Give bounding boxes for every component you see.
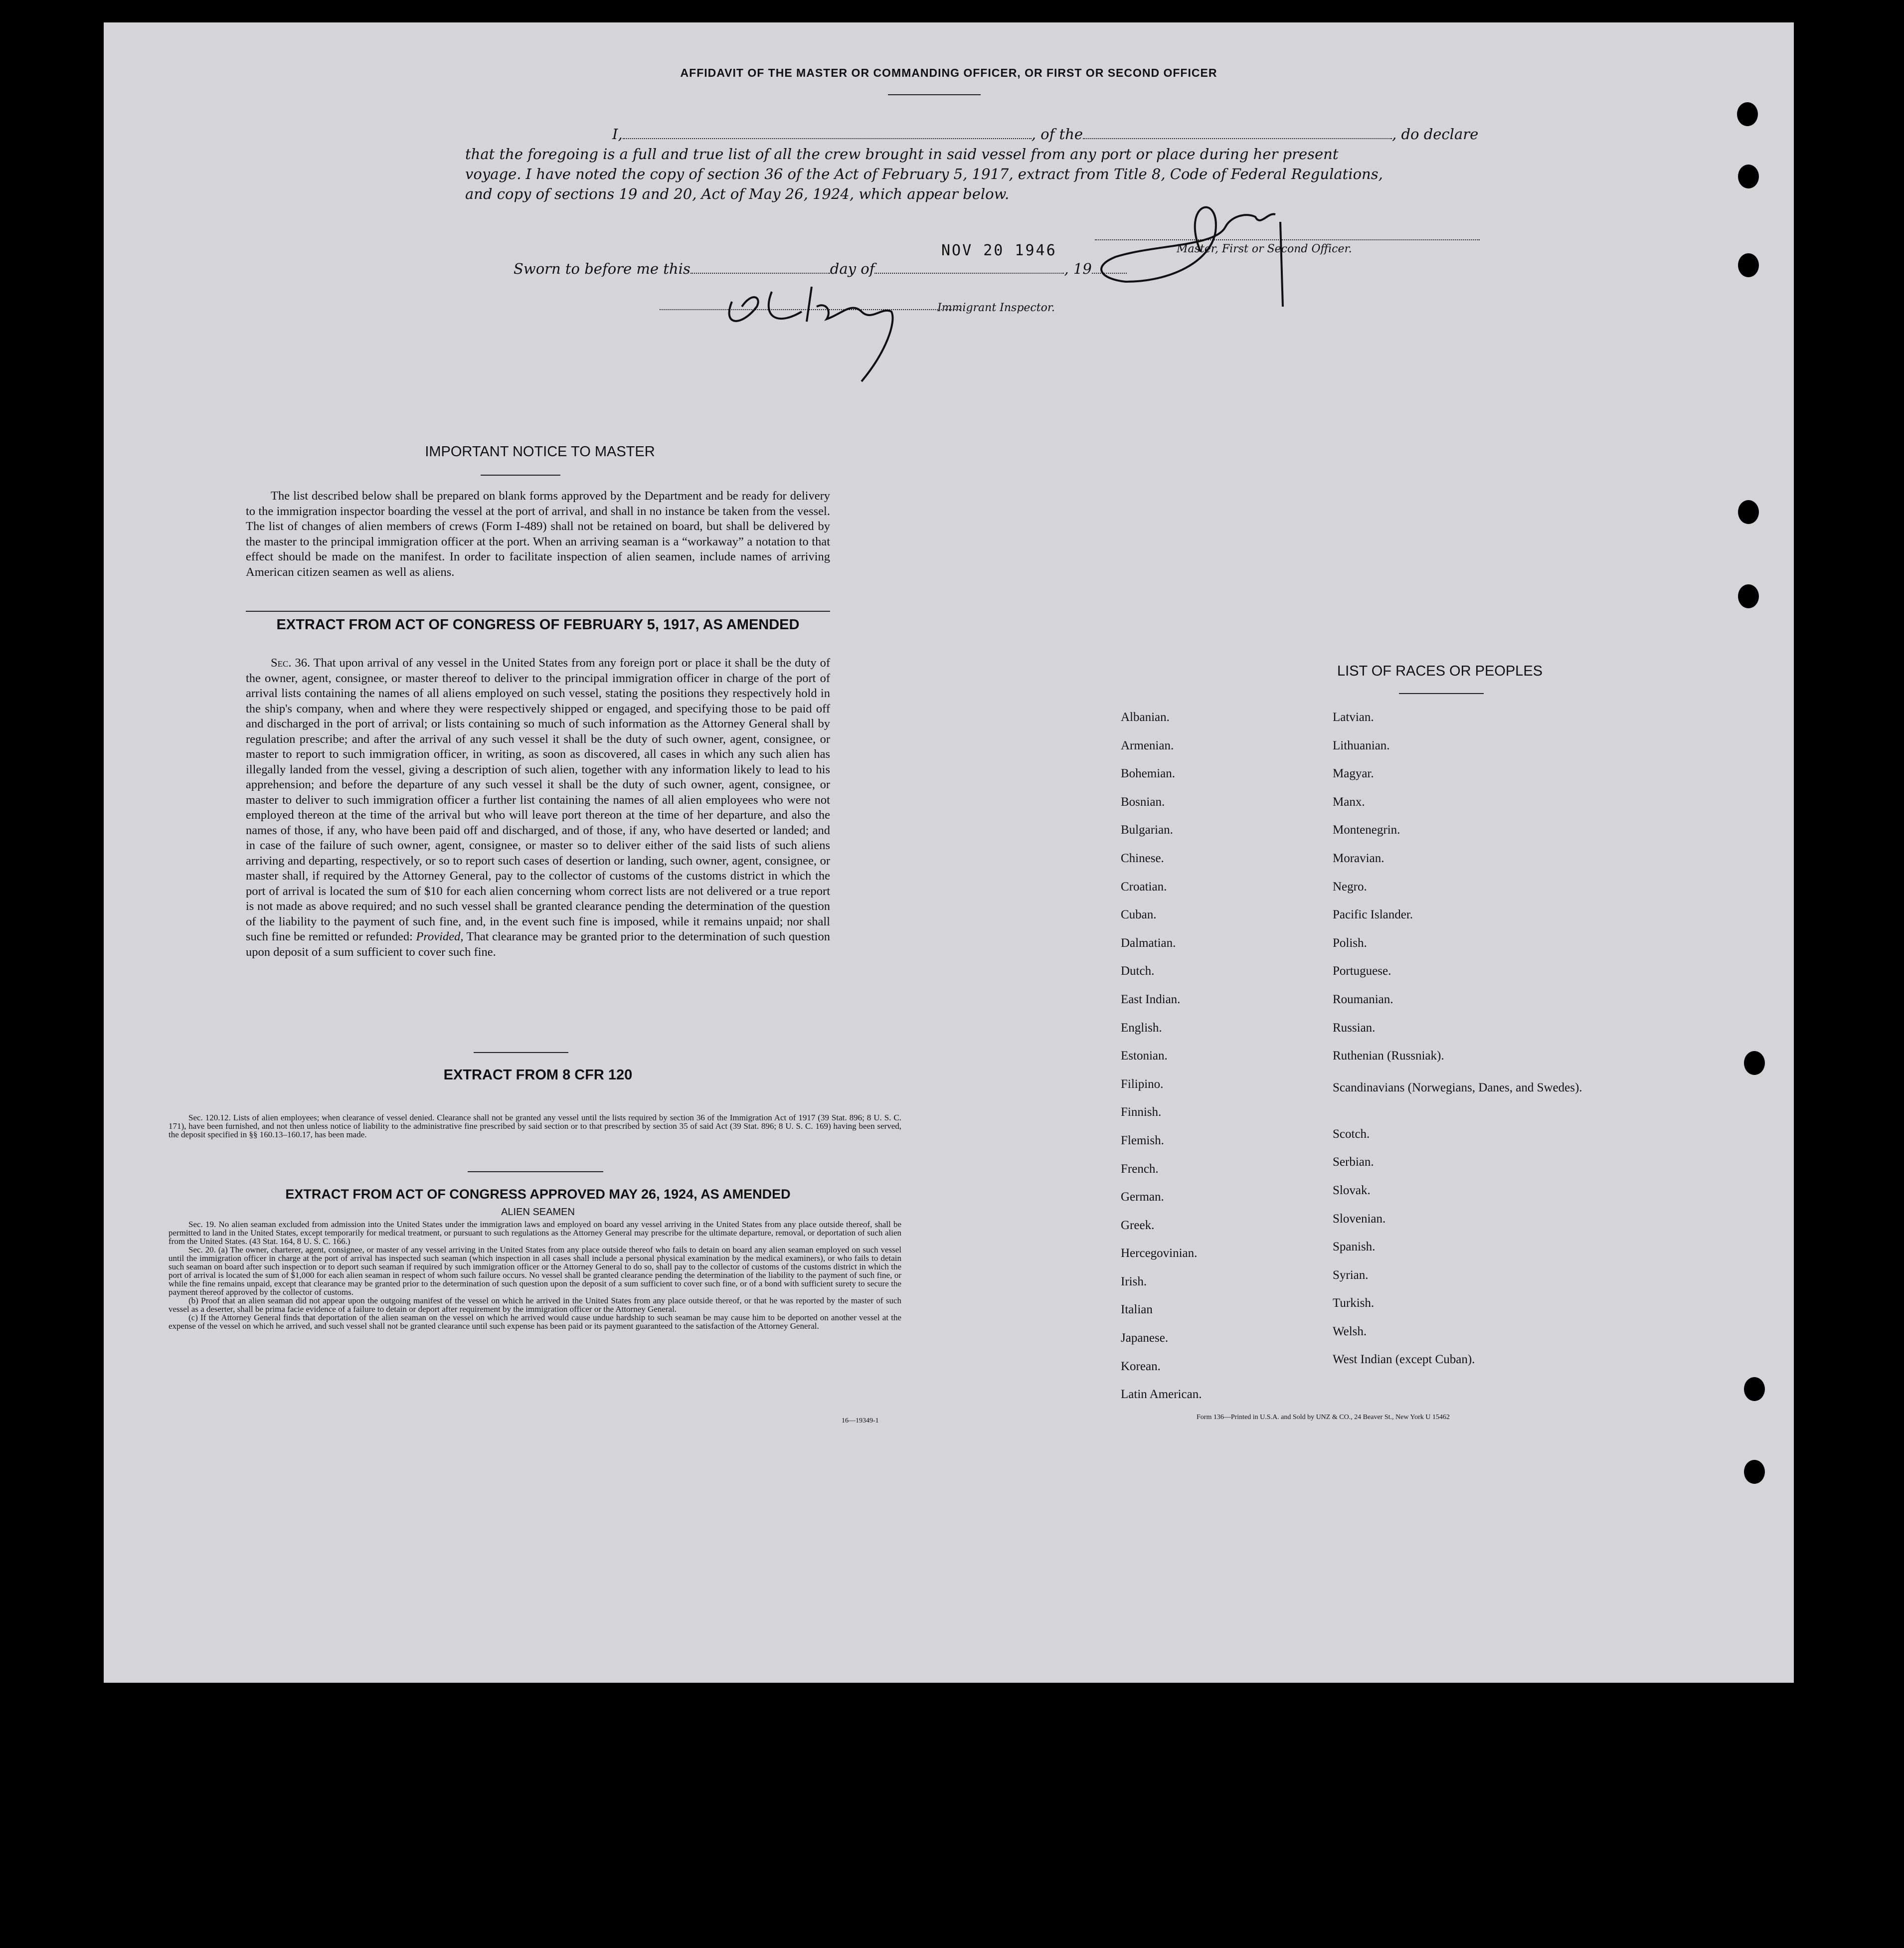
punch-hole [1738,253,1759,277]
master-signature-label: Master, First or Second Officer. [1177,243,1352,255]
punch-hole [1738,500,1759,524]
race-item: Negro. [1333,880,1367,893]
race-item: Scandinavians (Norwegians, Danes, and Swedes). [1333,1080,1582,1094]
extract-1924-text [169,1220,901,1330]
race-item: Finnish. [1121,1105,1162,1119]
race-item: Albanian. [1121,710,1170,724]
race-item: Armenian. [1121,738,1174,752]
races-heading: LIST OF RACES OR PEOPLES [1337,663,1543,679]
title-rule [888,94,981,95]
section-rule-2 [474,1052,568,1053]
sec20b-text: (b) Proof that an alien seaman did not appear upon the outgoing manifest of the vessel on which he arrived in the United States from any place outside thereof, or that he was reported by the master of such vessel as a deserter, shall be prima facie evidence of a failure to detain or deport after requirement by the immigration officer or the Attorney General. [169,1296,901,1314]
race-item: Manx. [1333,795,1365,809]
proviso-text: That clearance may be granted prior to the determination of such question upon deposit of a sum sufficient to cover such fine. [246,930,830,959]
race-item: English. [1121,1021,1162,1035]
notice-rule [481,475,560,476]
race-item: Syrian. [1333,1268,1369,1282]
sec19-text: Sec. 19. No alien seaman excluded from admission into the United States under the immigration laws and employed on board any vessel arriving in the United States from any place outside thereof, shall be permitted to land in the United States, except temporarily for medical treatment, or pursuant to such regulations as the Attorney General may prescribe for the ultimate departure, removal, or deportation of such alien from the United States. (43 Stat. 164, 8 U. S. C. 166.) [169,1220,901,1246]
affidavit-line1 [465,124,1512,144]
race-item: Flemish. [1121,1133,1164,1147]
race-item: Croatian. [1121,880,1167,893]
race-item: Bosnian. [1121,795,1165,809]
sec36-label: Sec. 36. [271,656,311,670]
race-item: French. [1121,1162,1159,1176]
affidavit-body [465,124,1512,204]
master-signature [1096,182,1295,332]
race-item: Italian [1121,1303,1153,1317]
race-item: Turkish. [1333,1296,1375,1310]
cfr-heading: EXTRACT FROM 8 CFR 120 [443,1067,633,1083]
race-item: Chinese. [1121,851,1164,865]
affidavit-of-the-label: , of the [1031,126,1083,143]
affidavit-line4: and copy of sections 19 and 20, Act of May 26, 1924, which appear below. [465,185,1010,202]
extract-1924-heading: EXTRACT FROM ACT OF CONGRESS APPROVED MAY 26, 1924, AS AMENDED [285,1187,791,1202]
punch-hole [1738,584,1759,608]
race-item: Montenegrin. [1333,823,1400,837]
section-rule-1 [246,611,830,612]
form-footer: Form 136—Printed in U.S.A. and Sold by UNZ & CO., 24 Beaver St., New York U 15462 [1197,1414,1450,1421]
day-of-label: day of [830,260,875,277]
race-item: Welsh. [1333,1324,1367,1338]
punch-hole [1744,1377,1765,1401]
races-right-column [1333,710,1612,1381]
race-item: Bulgarian. [1121,823,1173,837]
races-rule [1399,693,1484,694]
section-rule-3 [468,1171,603,1172]
race-item: Slovenian. [1333,1212,1386,1226]
affidavit-title: AFFIDAVIT OF THE MASTER OR COMMANDING OFFICER, OR FIRST OR SECOND OFFICER [680,66,1217,79]
race-item: Pacific Islander. [1333,908,1413,922]
race-item: Ruthenian (Russniak). [1333,1049,1444,1063]
affidavit-declare-label: , do declare [1392,126,1479,143]
cfr-text: Sec. 120.12. Lists of alien employees; when clearance of vessel denied. Clearance shall not be granted any vessel until the lists required by section 36 of the Immigration Act of 1917 (39 Stat. 896; 8 U. S. C. 171), have been furnished, and not then unless notice of liability to the administrative fine prescribed by said section or to that prescribed by section 35 of said Act (39 Stat. 896; 8 U. S. C. 169) having been served, the deposit specified in §§ 160.13–160.17, has been made. [169,1113,901,1139]
race-item: Roumanian. [1333,992,1393,1006]
race-item: Spanish. [1333,1240,1376,1254]
date-stamp: NOV 20 1946 [941,242,1057,259]
sec20a-text: Sec. 20. (a) The owner, charterer, agent, consignee, or master of any vessel arriving in the United States from any place outside thereof who fails to detain on board any alien seaman employed on such vessel until the immigration officer in charge at the port of arrival has inspected such seaman (which inspection in all cases shall include a personal physical examination by the medical examiners), or who fails to detain such seaman on board after such inspection or to deport such seaman if required by such immigration officer or the Attorney General to do so, shall pay to the collector of customs of the customs district in which the port of arrival is located the sum of $1,000 for each alien seaman in respect of whom such failure occurs. No vessel shall be granted clearance pending the determination of the liability to the payment of such fine, or while the fine remains unpaid, except that clearance may be granted prior to the determination of such question upon the deposit of a sum sufficient to cover such fine, or of a bond with sufficient surety to secure the payment thereof approved by the collector of customs. [169,1245,901,1297]
punch-hole [1744,1051,1765,1075]
notice-text: The list described below shall be prepared on blank forms approved by the Department and be ready for delivery to the immigration inspector boarding the vessel at the port of arrival, and shall in no instance be taken from the vessel. The list of changes of alien members of crews (Form I-489) shall not be retained on board, but shall be delivered by the master to the principal immigration officer at the port. When an arriving seaman is a “workaway” a notation to that effect should be made on the manifest. In order to facilitate inspection of alien seamen, include names of arriving American citizen seamen as well as aliens. [246,489,830,579]
sec20c-text: (c) If the Attorney General finds that deportation of the alien seaman on the vessel on which he arrived would cause undue hardship to such seaman be may cause him to be deported on another vessel at the expense of the vessel on which he arrived, and such vessel shall not be granted clearance until such expense has been paid or its payment guaranteed to the satisfaction of the Attorney General. [169,1313,901,1331]
affidavit-i-label: I, [612,126,623,143]
race-item: Korean. [1121,1359,1161,1373]
race-item: Irish. [1121,1274,1147,1288]
year-label: , 19 [1064,260,1092,277]
punch-hole [1737,102,1758,126]
name-field[interactable] [623,127,1032,139]
race-item: Scotch. [1333,1127,1370,1141]
race-item: Lithuanian. [1333,738,1390,752]
punch-hole [1744,1460,1765,1484]
race-item: Filipino. [1121,1077,1164,1091]
race-item: Moravian. [1333,851,1385,865]
race-item: Dalmatian. [1121,936,1176,950]
race-item: West Indian (except Cuban). [1333,1353,1475,1367]
race-item: Polish. [1333,936,1367,950]
inspector-signature [712,272,921,371]
race-item: Hercegovinian. [1121,1246,1198,1260]
race-item: Latvian. [1333,710,1374,724]
vessel-field[interactable] [1083,127,1392,139]
proviso-label: Provided, [416,930,464,943]
race-item: Serbian. [1333,1155,1374,1169]
race-item: Japanese. [1121,1331,1169,1345]
race-item: Estonian. [1121,1049,1168,1063]
race-item: Bohemian. [1121,767,1176,781]
race-item: Portuguese. [1333,964,1391,978]
document-page [104,22,1794,1683]
affidavit-line3: voyage. I have noted the copy of section 36 of the Act of February 5, 1917, extract from Title 8, Code of Federal Regulations, [465,166,1383,182]
race-item: Slovak. [1333,1183,1371,1197]
race-item: Russian. [1333,1021,1376,1035]
sworn-label: Sworn to before me this [514,260,691,277]
extract-1917-text [246,656,830,960]
race-item: Cuban. [1121,908,1157,922]
form-code: 16—19349-1 [842,1417,879,1424]
race-item: Dutch. [1121,964,1155,978]
affidavit-line2: that the foregoing is a full and true list of all the crew brought in said vessel from any port or place during her present [465,146,1339,163]
race-item: German. [1121,1190,1164,1204]
race-item: Greek. [1121,1218,1155,1232]
inspector-signature-label: Immigrant Inspector. [937,302,1055,314]
notice-heading: IMPORTANT NOTICE TO MASTER [425,444,655,460]
alien-seamen-subheading: ALIEN SEAMEN [501,1207,575,1218]
sec36-text: That upon arrival of any vessel in the United States from any foreign port or place it shall be the duty of the owner, agent, consignee, or master thereof to deliver to the principal immigration officer in charge of the port of arrival lists containing the names of all aliens employed on such vessel, stating the positions they respectively hold in the ship's company, when and where they were respectively shipped or engaged, and specifying those to be paid off and discharged in the port of arrival; or lists containing so much of such information as the Attorney General shall by regulation prescribe; and after the arrival of any such vessel it shall be the duty of such owner, agent, consignee, or master to report to such immigration officer, in writing, as soon as discovered, all cases in which any such alien has illegally landed from the vessel, giving a description of such alien, together with any information likely to lead to his apprehension; and before the departure of any such vessel it shall be the duty of such owner, agent, consignee, or master to deliver to such immigration officer a further list containing the names of all alien employees who were not employed thereon at the time of the arrival but who will leave port thereon at the time of her departure, and also the names of those, if any, who have been paid off and discharged, and of those, if any, who have deserted or landed; and in case of the failure of such owner, agent, consignee, or master so to deliver either of the said lists of such aliens arriving and departing, respectively, or so to report such cases of desertion or landing, such owner, agent, consignee, or master shall, if required by the Attorney General, pay to the collector of customs of the customs district in which the port of arrival is located the sum of $10 for each alien concerning whom correct lists are not delivered or a true report is not made as above required; and no such vessel shall be granted clearance pending the determination of the question of the liability to the payment of such fine, and, in the event such fine is imposed, while it remains unpaid; nor shall such fine be remitted or refunded: [246,656,830,943]
race-item: Magyar. [1333,767,1374,781]
punch-hole [1738,165,1759,188]
races-left-column [1121,710,1300,1416]
extract-1917-heading: EXTRACT FROM ACT OF CONGRESS OF FEBRUARY 5, 1917, AS AMENDED [276,617,800,633]
race-item: East Indian. [1121,992,1181,1006]
race-item: Latin American. [1121,1388,1202,1402]
